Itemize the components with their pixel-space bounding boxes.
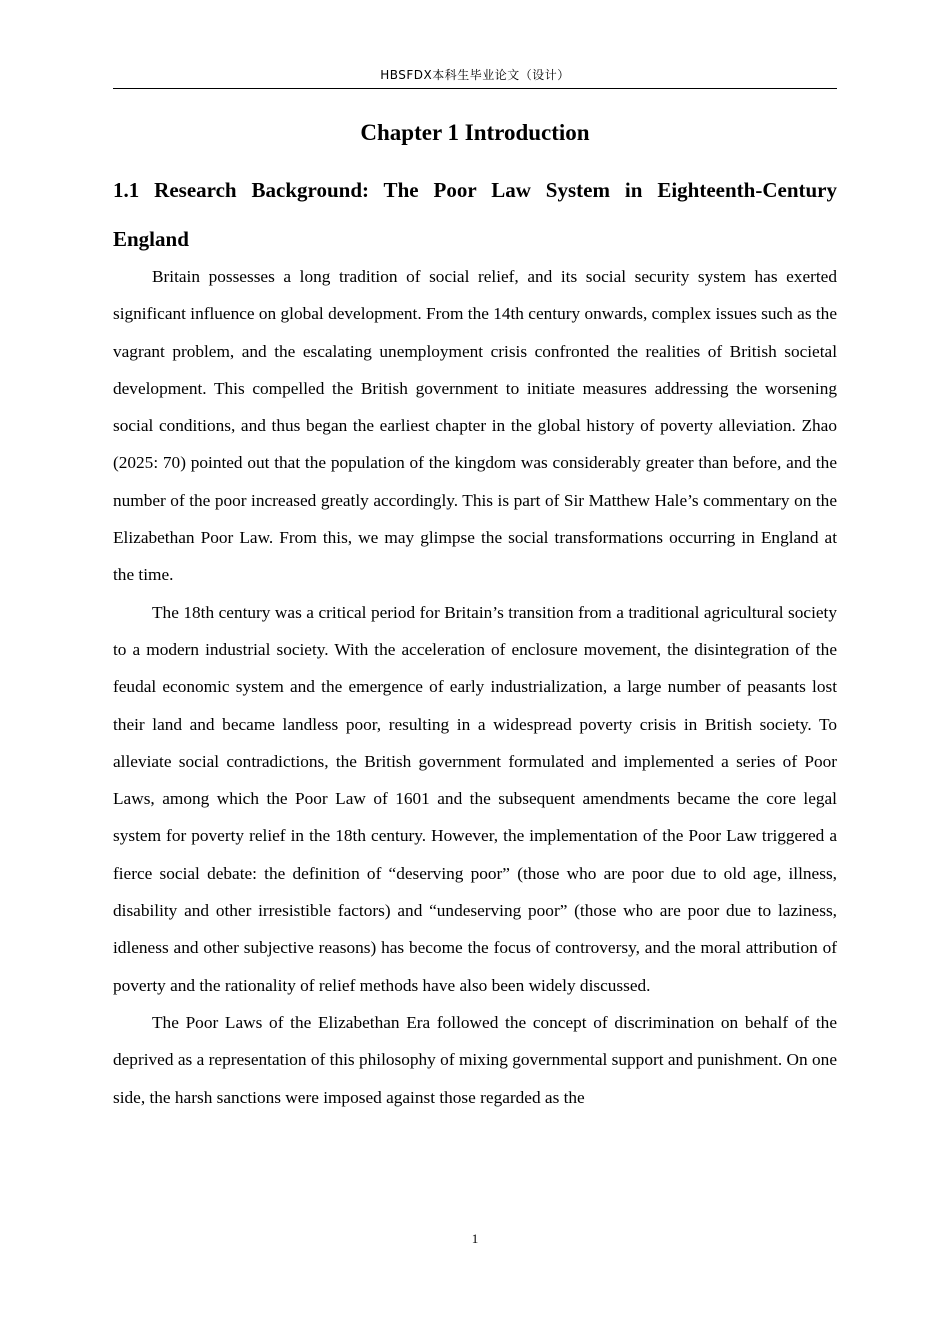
header-rule	[113, 88, 837, 89]
chapter-title: Chapter 1 Introduction	[360, 120, 590, 145]
running-header: HBSFDX本科生毕业论文（设计）	[380, 68, 570, 82]
body-text	[113, 258, 837, 1116]
section-heading: 1.1 Research Background: The Poor Law System in Eighteenth-Century England	[113, 178, 837, 251]
paragraph: The 18th century was a critical period for Britain’s transition from a traditional agricultural society to a modern industrial society. With the acceleration of enclosure movement, the disintegration of the feudal economic system and the emergence of early industrialization, a large number of peasants lost their land and became landless poor, resulting in a widespread poverty crisis in British society. To alleviate social contradictions, the British government formulated and implemented a series of Poor Laws, among which the Poor Law of 1601 and the subsequent amendments became the core legal system for poverty relief in the 18th century. However, the implementation of the Poor Law triggered a fierce social debate: the definition of “deserving poor” (those who are poor due to old age, illness, disability and other irresistible factors) and “undeserving poor” (those who are poor due to laziness, idleness and other subjective reasons) has become the focus of controversy, and the moral attribution of poverty and the rationality of relief methods have also been widely discussed.	[113, 602, 837, 995]
paragraph: The Poor Laws of the Elizabethan Era followed the concept of discrimination on behalf of the deprived as a representation of this philosophy of mixing governmental support and punishment. On one side, the harsh sanctions were imposed against those regarded as the	[113, 1012, 837, 1107]
page-number: 1	[471, 1231, 479, 1246]
paragraph: Britain possesses a long tradition of social relief, and its social security system has exerted significant influence on global development. From the 14th century onwards, complex issues such as the vagrant problem, and the escalating unemployment crisis confronted the realities of British societal development. This compelled the British government to initiate measures addressing the worsening social conditions, and thus began the earliest chapter in the global history of poverty alleviation. Zhao (2025: 70) pointed out that the population of the kingdom was considerably greater than before, and the number of the poor increased greatly accordingly. This is part of Sir Matthew Hale’s commentary on the Elizabethan Poor Law. From this, we may glimpse the social transformations occurring in England at the time.	[113, 267, 837, 585]
